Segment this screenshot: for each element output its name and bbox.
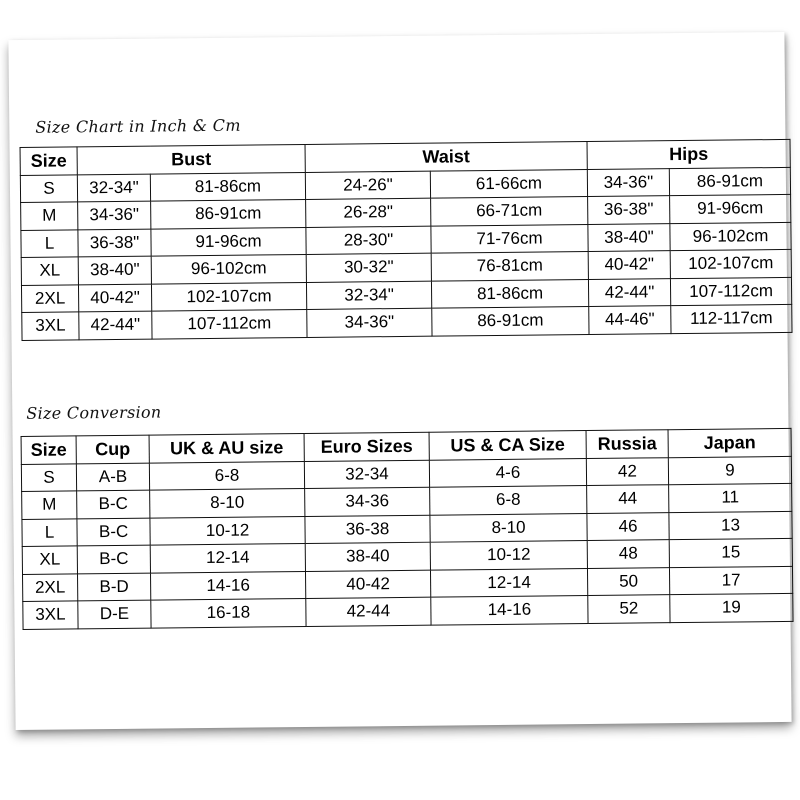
table-cell: 42-44" [588, 278, 670, 306]
paper-sheet [8, 32, 791, 730]
table-cell: 13 [669, 511, 792, 540]
header-uk-au: UK & AU size [149, 434, 304, 463]
header-japan: Japan [668, 428, 791, 457]
table-cell: 32-34" [77, 174, 150, 202]
table-cell: 16-18 [151, 598, 306, 627]
table-cell: 42-44" [79, 311, 152, 339]
header-waist: Waist [305, 142, 587, 172]
table-cell: 17 [669, 566, 792, 595]
header-size: Size [20, 147, 77, 175]
table-cell: 40-42" [78, 284, 151, 312]
header-russia: Russia [586, 430, 668, 458]
table-cell: 42-44 [306, 597, 431, 626]
table-cell: 34-36" [307, 308, 432, 337]
table-cell: 38-40 [305, 542, 430, 571]
table-cell: 38-40" [78, 256, 151, 284]
table-cell: L [22, 518, 77, 546]
table-cell: 86-91cm [669, 167, 790, 196]
header-hips: Hips [587, 139, 790, 169]
table-cell: 36-38" [78, 229, 151, 257]
table-cell: 40-42" [588, 251, 670, 279]
table-cell: 34-36 [305, 487, 430, 516]
table-cell: 36-38 [305, 515, 430, 544]
table-cell: 19 [670, 593, 793, 622]
table-cell: 34-36" [587, 168, 669, 196]
table-cell: 42 [586, 457, 668, 485]
table-cell: A-B [76, 463, 149, 491]
table-cell: 11 [669, 483, 792, 512]
header-euro: Euro Sizes [304, 432, 429, 461]
header-us-ca: US & CA Size [429, 431, 586, 460]
table-cell: B-D [77, 573, 150, 601]
table-cell: 81-86cm [150, 172, 305, 201]
table-cell: 44-46" [589, 306, 671, 334]
size-conversion-table [21, 428, 794, 630]
table-cell: 32-34 [304, 460, 429, 489]
table-cell: 12-14 [150, 544, 305, 573]
table-cell: 44 [587, 485, 669, 513]
table-cell: B-C [77, 518, 150, 546]
size-chart-table [20, 139, 793, 341]
table-cell: 86-91cm [151, 199, 306, 228]
table-cell: 12-14 [430, 568, 587, 597]
table-cell: 71-76cm [431, 224, 588, 253]
table-cell: 91-96cm [670, 194, 791, 223]
table-cell: 26-28" [306, 198, 431, 227]
table-cell: 46 [587, 512, 669, 540]
table-cell: 38-40" [588, 223, 670, 251]
table-cell: 102-107cm [151, 282, 306, 311]
table-cell: 8-10 [150, 489, 305, 518]
table-cell: M [21, 202, 78, 230]
table-cell: 91-96cm [151, 227, 306, 256]
table-cell: 30-32" [306, 253, 431, 282]
table-cell: B-C [77, 545, 150, 573]
table-cell: 61-66cm [430, 169, 587, 198]
table-cell: 15 [669, 538, 792, 567]
table-cell: 102-107cm [670, 249, 791, 278]
table-cell: 9 [668, 456, 791, 485]
table-cell: 81-86cm [431, 279, 588, 308]
table-cell: 4-6 [429, 458, 586, 487]
table-cell: 2XL [21, 284, 78, 312]
table-cell: 32-34" [306, 281, 431, 310]
table-cell: 107-112cm [670, 277, 791, 306]
table-cell: 66-71cm [431, 197, 588, 226]
table-cell: 107-112cm [152, 309, 307, 338]
header-size: Size [21, 436, 76, 464]
table-cell: 10-12 [150, 516, 305, 545]
table-cell: 50 [587, 567, 669, 595]
table-cell: S [21, 463, 76, 491]
table-cell: 6-8 [430, 486, 587, 515]
table-cell: 48 [587, 540, 669, 568]
table-cell: 2XL [22, 573, 77, 601]
table-cell: 112-117cm [671, 304, 792, 333]
table-cell: S [20, 174, 77, 202]
size-conversion-title: Size Conversion [26, 402, 162, 423]
table-cell: 14-16 [431, 596, 588, 625]
table-cell: 96-102cm [670, 222, 791, 251]
table-cell: 76-81cm [431, 252, 588, 281]
table-cell: 6-8 [149, 461, 304, 490]
table-cell: 10-12 [430, 541, 587, 570]
table-cell: D-E [78, 600, 151, 628]
table-cell: 34-36" [78, 201, 151, 229]
table-cell: 8-10 [430, 513, 587, 542]
table-cell: 3XL [22, 312, 79, 340]
table-cell: 24-26" [305, 171, 430, 200]
table-cell: XL [21, 257, 78, 285]
table-cell: 86-91cm [432, 307, 589, 336]
table-cell: 52 [588, 595, 670, 623]
table-cell: B-C [77, 490, 150, 518]
table-cell: XL [22, 546, 77, 574]
table-cell: 96-102cm [151, 254, 306, 283]
table-cell: 28-30" [306, 226, 431, 255]
header-bust: Bust [77, 144, 305, 174]
header-cup: Cup [76, 435, 149, 463]
table-cell: 14-16 [150, 571, 305, 600]
table-cell: L [21, 229, 78, 257]
table-cell: 3XL [23, 601, 78, 629]
table-cell: 40-42 [305, 570, 430, 599]
table-cell: M [22, 491, 77, 519]
table-cell: 36-38" [588, 196, 670, 224]
size-chart-title: Size Chart in Inch & Cm [35, 115, 241, 137]
